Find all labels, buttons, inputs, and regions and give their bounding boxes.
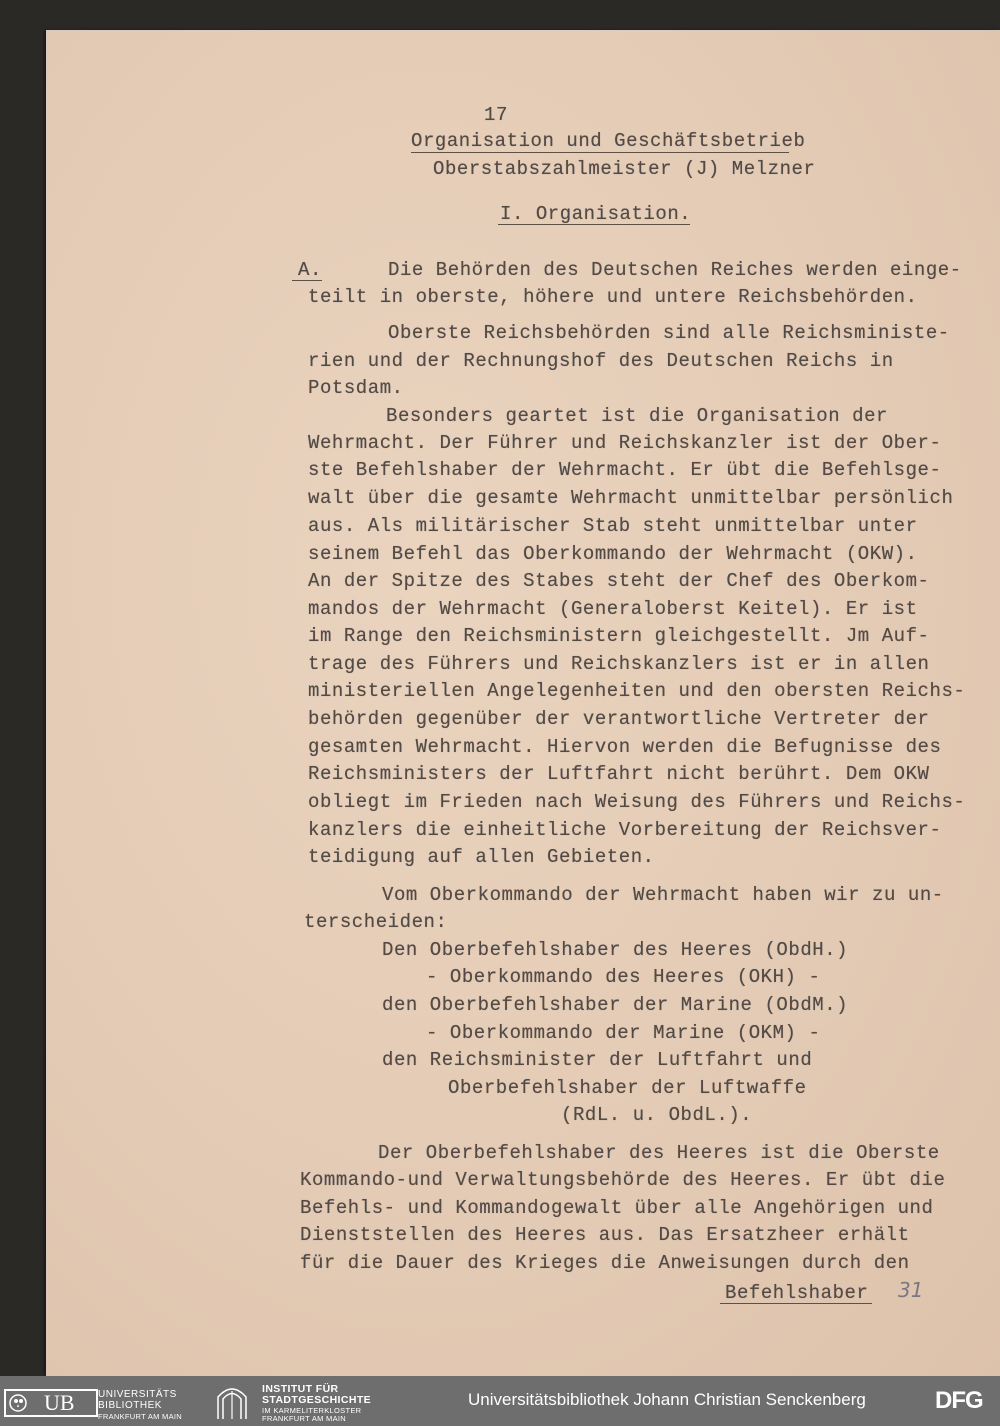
text-line: ste Befehlshaber der Wehrmacht. Er übt die Befehlsge-: [308, 459, 942, 481]
text-line: rien und der Rechnungshof des Deutschen Reichs in: [308, 350, 894, 372]
text-line: walt über die gesamte Wehrmacht unmittelbar persönlich: [308, 487, 954, 509]
inst-name-line1: INSTITUT FÜR: [262, 1383, 339, 1395]
text-line: Den Oberbefehlshaber des Heeres (ObdH.): [382, 939, 849, 961]
pencil-folio-number: 31: [898, 1278, 924, 1302]
ub-name-line1: UNIVERSITÄTS: [98, 1389, 177, 1400]
document-author: Oberstabszahlmeister (J) Melzner: [433, 158, 816, 180]
page-number: 17: [484, 104, 508, 126]
inst-name-line2: STADTGESCHICHTE: [262, 1394, 372, 1406]
text-line: Kommando-und Verwaltungsbehörde des Heeres. Er übt die: [300, 1169, 946, 1191]
text-line: mandos der Wehrmacht (Generaloberst Keitel). Er ist: [308, 598, 918, 620]
paragraph-marker: A.: [298, 259, 322, 281]
text-line: - Oberkommando des Heeres (OKH) -: [426, 966, 821, 988]
owl-icon: [8, 1391, 40, 1415]
text-line: Befehls- und Kommandogewalt über alle Angehörigen und: [300, 1197, 934, 1219]
text-line: Die Behörden des Deutschen Reiches werden einge-: [388, 259, 962, 281]
text-line: Besonders geartet ist die Organisation der: [386, 405, 888, 427]
text-line: kanzlers die einheitliche Vorbereitung der Reichsver-: [308, 819, 942, 841]
title-underline: [411, 152, 789, 153]
text-line: Wehrmacht. Der Führer und Reichskanzler ist der Ober-: [308, 432, 942, 454]
document-title: Organisation und Geschäftsbetrieb: [411, 130, 806, 152]
text-line: teidigung auf allen Gebieten.: [308, 846, 655, 868]
catchword: Befehlshaber: [725, 1282, 869, 1304]
ub-name-line3: FRANKFURT AM MAIN: [98, 1412, 182, 1421]
text-line: Vom Oberkommando der Wehrmacht haben wir zu un-: [382, 884, 944, 906]
text-line: den Reichsminister der Luftfahrt und: [382, 1049, 813, 1071]
text-line: behörden gegenüber der verantwortliche Vertreter der: [308, 708, 930, 730]
text-line: Potsdam.: [308, 377, 404, 399]
text-line: (RdL. u. ObdL.).: [561, 1104, 753, 1126]
section-heading: I. Organisation.: [500, 203, 692, 225]
ub-name-line2: BIBLIOTHEK: [98, 1400, 162, 1411]
text-line: für die Dauer des Krieges die Anweisungen durch den: [300, 1252, 910, 1274]
ub-logo[interactable]: [4, 1389, 98, 1417]
text-line: seinem Befehl das Oberkommando der Wehrmacht (OKW).: [308, 543, 918, 565]
paper-sheet: [46, 30, 1000, 1376]
viewer-footer-bar: [0, 1376, 1000, 1426]
catchword-underline: [720, 1303, 872, 1304]
paragraph-marker-underline: [292, 280, 322, 281]
text-line: Dienststellen des Heeres aus. Das Ersatzheer erhält: [300, 1224, 910, 1246]
text-line: teilt in oberste, höhere und untere Reichsbehörden.: [308, 286, 918, 308]
text-line: Oberbefehlshaber der Luftwaffe: [448, 1077, 807, 1099]
text-line: - Oberkommando der Marine (OKM) -: [426, 1022, 821, 1044]
text-line: Reichsministers der Luftfahrt nicht berührt. Dem OKW: [308, 763, 930, 785]
text-line: terscheiden:: [304, 911, 448, 933]
text-line: Oberste Reichsbehörden sind alle Reichsministe-: [388, 322, 950, 344]
text-line: ministeriellen Angelegenheiten und den obersten Reichs-: [308, 680, 966, 702]
text-line: aus. Als militärischer Stab steht unmittelbar unter: [308, 515, 918, 537]
dfg-logo[interactable]: DFG: [935, 1387, 983, 1414]
text-line: obliegt im Frieden nach Weisung des Führers und Reichs-: [308, 791, 966, 813]
text-line: Der Oberbefehlshaber des Heeres ist die Oberste: [378, 1142, 940, 1164]
inst-name-line3: IM KARMELITERKLOSTER: [262, 1406, 362, 1415]
text-line: trage des Führers und Reichskanzlers ist er in allen: [308, 653, 930, 675]
text-line: gesamten Wehrmacht. Hiervon werden die Befugnisse des: [308, 736, 942, 758]
section-heading-underline: [498, 224, 690, 225]
text-line: im Range den Reichsministern gleichgestellt. Jm Auf-: [308, 625, 930, 647]
text-line: An der Spitze des Stabes steht der Chef des Oberkom-: [308, 570, 930, 592]
ub-logo-text: UB: [44, 1390, 75, 1415]
inst-name-line4: FRANKFURT AM MAIN: [262, 1414, 346, 1423]
institute-arch-icon[interactable]: [214, 1383, 250, 1421]
library-name[interactable]: Universitätsbibliothek Johann Christian Senckenberg: [468, 1390, 866, 1409]
text-line: den Oberbefehlshaber der Marine (ObdM.): [382, 994, 849, 1016]
